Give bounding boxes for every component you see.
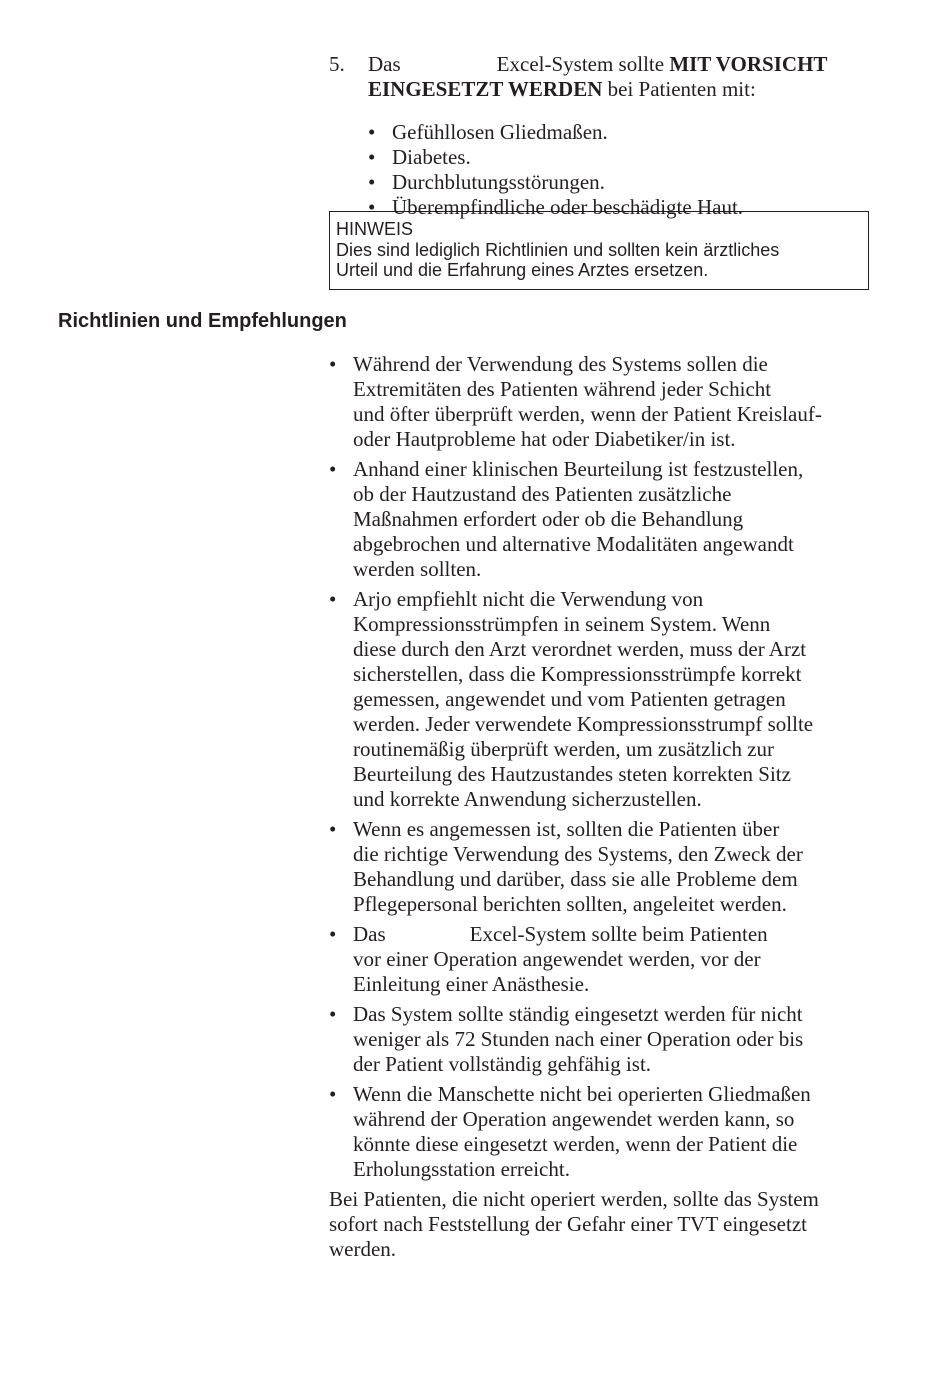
bullet-glyph: • [329,587,337,611]
section-heading: Richtlinien und Empfehlungen [58,310,347,332]
condition-list [368,120,868,220]
list-item: • Anhand einer klinischen Beurteilung ist festzustellen, ob der Hautzustand des Patienten zusätzliche Maßnahmen erfordert oder ob die Behandlung abgebrochen und alternative Modalitäten angewandt werden sollten. [329,457,804,581]
item-5-text-end: bei Patienten mit: [602,77,756,101]
note-box [329,211,869,290]
list-item: • Diabetes. [368,145,471,169]
list-item: • Wenn es angemessen ist, sollten die Patienten über die richtige Verwendung des Systems, den Zweck der Behandlung und darüber, dass sie alle Probleme dem Pflegepersonal berichten sollten, angeleitet werden. [329,817,803,916]
list-item: • Während der Verwendung des Systems sollen die Extremitäten des Patienten während jeder Schicht und öfter überprüft werden, wenn der Patient Kreislauf- oder Hautprobleme hat oder Diabetiker/in ist. [329,352,822,451]
list-item: • Das Excel-System sollte beim Patienten vor einer Operation angewendet werden, vor der Einleitung einer Anästhesie. [329,922,768,996]
item-5-text-before: Das [368,52,401,76]
note-label: HINWEIS [336,219,414,239]
guidelines-list [329,352,874,1187]
bullet-glyph: • [329,352,337,376]
item-5-text [368,52,874,102]
note-line: Urteil und die Erfahrung eines Arztes ersetzen. [336,260,709,280]
bullet-glyph: • [368,170,376,194]
bullet-glyph: • [329,1002,337,1026]
bullet-glyph: • [329,1082,337,1106]
list-item: • Gefühllosen Gliedmaßen. [368,120,608,144]
bullet-glyph: • [329,922,337,946]
item-5-text-after: Excel-System sollte [496,52,665,76]
caution-emphasis-1: MIT VORSICHT [669,52,828,76]
note-line: Dies sind lediglich Richtlinien und sollten kein ärztliches [336,239,780,260]
list-item: • Arjo empfiehlt nicht die Verwendung von Kompressionsstrümpfen in seinem System. Wenn diese durch den Arzt verordnet werden, muss der Arzt sicherstellen, dass die Kompressionsstrümpfe korrekt gemessen, angewendet und vom Patienten getragen werden. Jeder verwendete Kompressionsstrumpf sollte routinemäßig überprüft werden, um zusätzlich zur Beurteilung des Hautzustandes steten korrekten Sitz und korrekte Anwendung sicherzustellen. [329,587,814,811]
bullet-glyph: • [329,817,337,841]
list-item: • Das System sollte ständig eingesetzt werden für nicht weniger als 72 Stunden nach einer Operation oder bis der Patient vollständig gehfähig ist. [329,1002,804,1076]
numbered-item-5 [329,52,874,102]
bullet-glyph: • [368,145,376,169]
closing-paragraph: Bei Patienten, die nicht operiert werden, sollte das System sofort nach Feststellung der Gefahr einer TVT eingesetzt werden. [329,1187,819,1261]
bullet-glyph: • [329,457,337,481]
item-number: 5. [329,52,345,76]
list-item: • Wenn die Manschette nicht bei operierten Gliedmaßen während der Operation angewendet werden kann, so könnte diese eingesetzt werden, wenn der Patient die Erholungsstation erreicht. [329,1082,811,1181]
caution-emphasis-2: EINGESETZT WERDEN [368,77,603,101]
list-item: • Überempfindliche oder beschädigte Haut. [368,195,744,219]
bullet-glyph: • [368,120,376,144]
list-item: • Durchblutungsstörungen. [368,170,605,194]
bullet-glyph: • [368,195,376,219]
